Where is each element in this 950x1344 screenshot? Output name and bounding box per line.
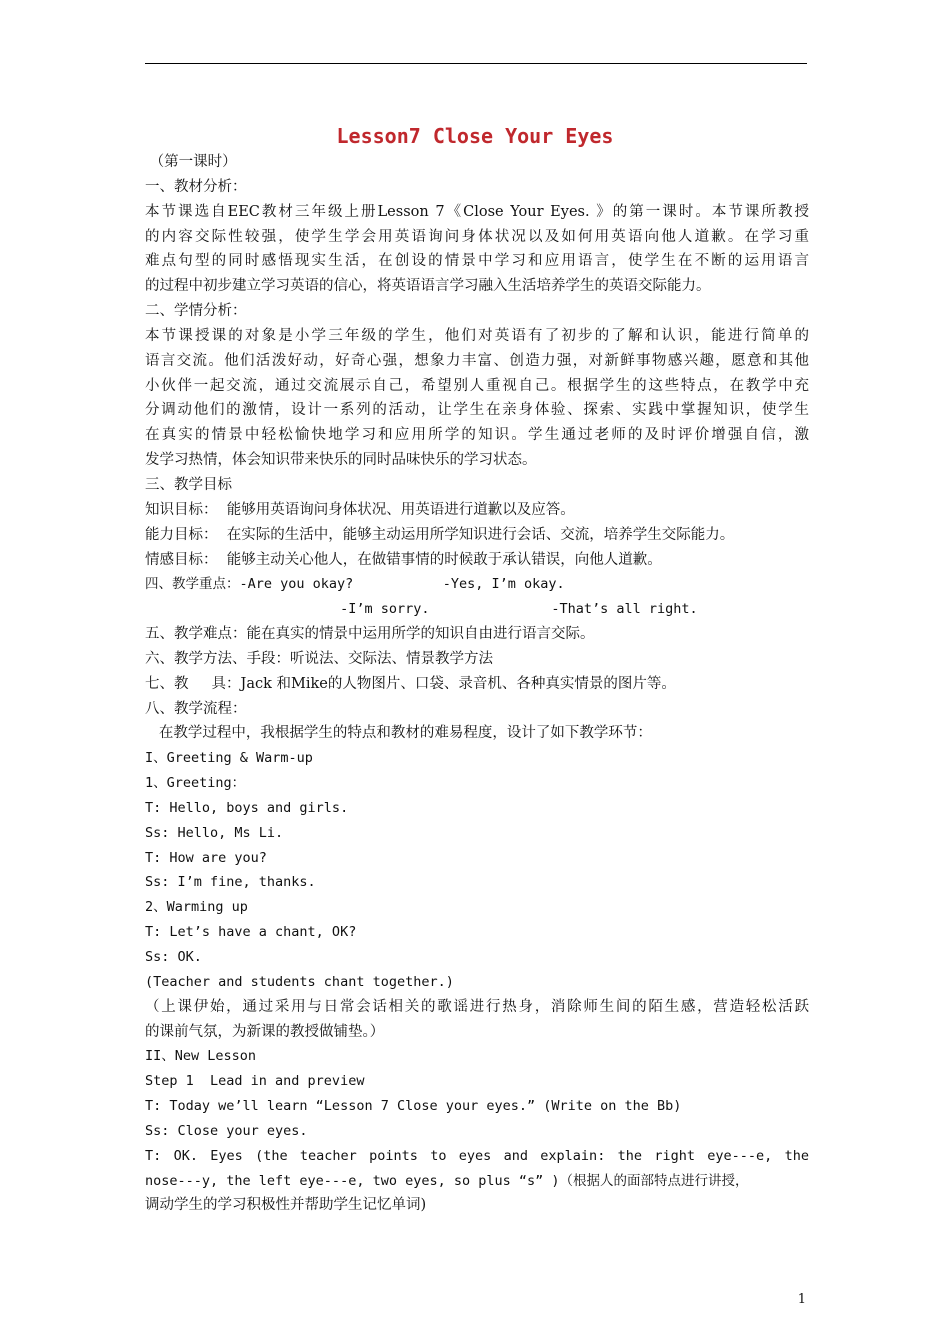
text-line: T: Let’s have a chant, OK? [145, 924, 357, 941]
text-line: 一、教材分析： [145, 178, 247, 195]
text-line: 发学习热情，体会知识带来快乐的同时品味快乐的学习状态。 [145, 452, 537, 469]
text-line: 二、学情分析： [145, 303, 247, 320]
text-line: 五、教学难点：能在真实的情景中运用所学的知识自由进行语言交际。 [145, 626, 595, 643]
text-line: 本节课授课的对象是小学三年级的学生，他们对英语有了初步的了解和认识，能进行简单的 [145, 327, 809, 344]
text-line: 调动学生的学习积极性并帮助学生记忆单词) [145, 1197, 427, 1214]
text-line: 六、教学方法、手段：听说法、交际法、情景教学方法 [145, 650, 493, 667]
text-line: （上课伊始，通过采用与日常会话相关的歌谣进行热身，消除师生间的陌生感，营造轻松活跃 [145, 998, 809, 1015]
text-line: II、New Lesson [145, 1048, 257, 1065]
text-line: (Teacher and students chant together.) [145, 973, 454, 990]
text-line: 七、教 具：Jack 和Mike的人物图片、口袋、录音机、各种真实情景的图片等。 [145, 675, 676, 692]
text-line: 在教学过程中，我根据学生的特点和教材的难易程度，设计了如下教学环节： [145, 725, 652, 742]
text-line: 分调动他们的激情，设计一系列的活动，让学生在亲身体验、探索、实践中掌握知识，使学生 [145, 402, 809, 419]
text-line: 难点句型的同时感悟现实生活，在创设的情景中学习和应用语言，使学生在不断的运用语言 [145, 253, 809, 270]
document-body [145, 150, 809, 1218]
text-line: 三、教学目标 [145, 476, 232, 493]
text-line: 2、Warming up [145, 899, 248, 916]
text-line: 小伙伴一起交流，通过交流展示自己，希望别人重视自己。根据学生的这些特点，在教学中充 [145, 377, 809, 394]
text-line: Ss: I’m fine, thanks. [145, 874, 316, 891]
text-line: 1、Greeting： [145, 775, 246, 792]
text-line: I、Greeting & Warm-up [145, 750, 313, 767]
text-line: 在真实的情景中轻松愉快地学习和应用所学的知识。学生通过老师的及时评价增强自信，激 [145, 427, 809, 444]
text-line: -I’m sorry. -That’s all right. [145, 601, 698, 618]
text-line: 的课前气氛，为新课的教授做铺垫。） [145, 1023, 385, 1040]
text-line: 八、教学流程： [145, 700, 247, 717]
text-line: T: Today we’ll learn “Lesson 7 Close your eyes.” (Write on the Bb) [145, 1098, 682, 1115]
text-line: 能力目标： 在实际的生活中，能够主动运用所学知识进行会话、交流，培养学生交际能力。 [145, 526, 735, 543]
header-rule [145, 63, 807, 64]
text-line: T: Hello, boys and girls. [145, 799, 349, 816]
text-line: 语言交流。他们活泼好动，好奇心强，想象力丰富、创造力强，对新鲜事物感兴趣，愿意和其他 [145, 352, 809, 369]
text-line: 的过程中初步建立学习英语的信心，将英语语言学习融入生活培养学生的英语交际能力。 [145, 278, 711, 295]
text-line: T: OK. Eyes (the teacher points to eyes and explain: the right eye---e, the [145, 1147, 809, 1164]
page-number: 1 [797, 1292, 806, 1307]
text-line: Step 1 Lead in and preview [145, 1073, 365, 1090]
text-line: 本节课选自EEC教材三年级上册Lesson 7《Close Your Eyes. 》的第一课时。本节课所教授 [145, 203, 809, 220]
text-line: 情感目标： 能够主动关心他人，在做错事情的时候敢于承认错误，向他人道歉。 [145, 551, 662, 568]
text-line: nose---y, the left eye---e, two eyes, so plus “s” )（根据人的面部特点进行讲授， [145, 1172, 749, 1189]
text-line: 四、教学重点：-Are you okay? -Yes, I’m okay. [145, 576, 565, 593]
text-line: 知识目标： 能够用英语询问身体状况、用英语进行道歉以及应答。 [145, 501, 575, 518]
lesson-title: Lesson7 Close Your Eyes [336, 124, 614, 148]
text-line: T: How are you? [145, 849, 267, 866]
text-line: Ss: OK. [145, 949, 202, 965]
text-line: 的内容交际性较强，使学生学会用英语询问身体状况以及如何用英语向他人道歉。在学习重 [145, 228, 809, 245]
text-line: Ss: Hello, Ms Li. [145, 824, 284, 841]
text-line: Ss: Close your eyes. [145, 1122, 308, 1139]
text-line: （第一课时） [145, 154, 237, 170]
